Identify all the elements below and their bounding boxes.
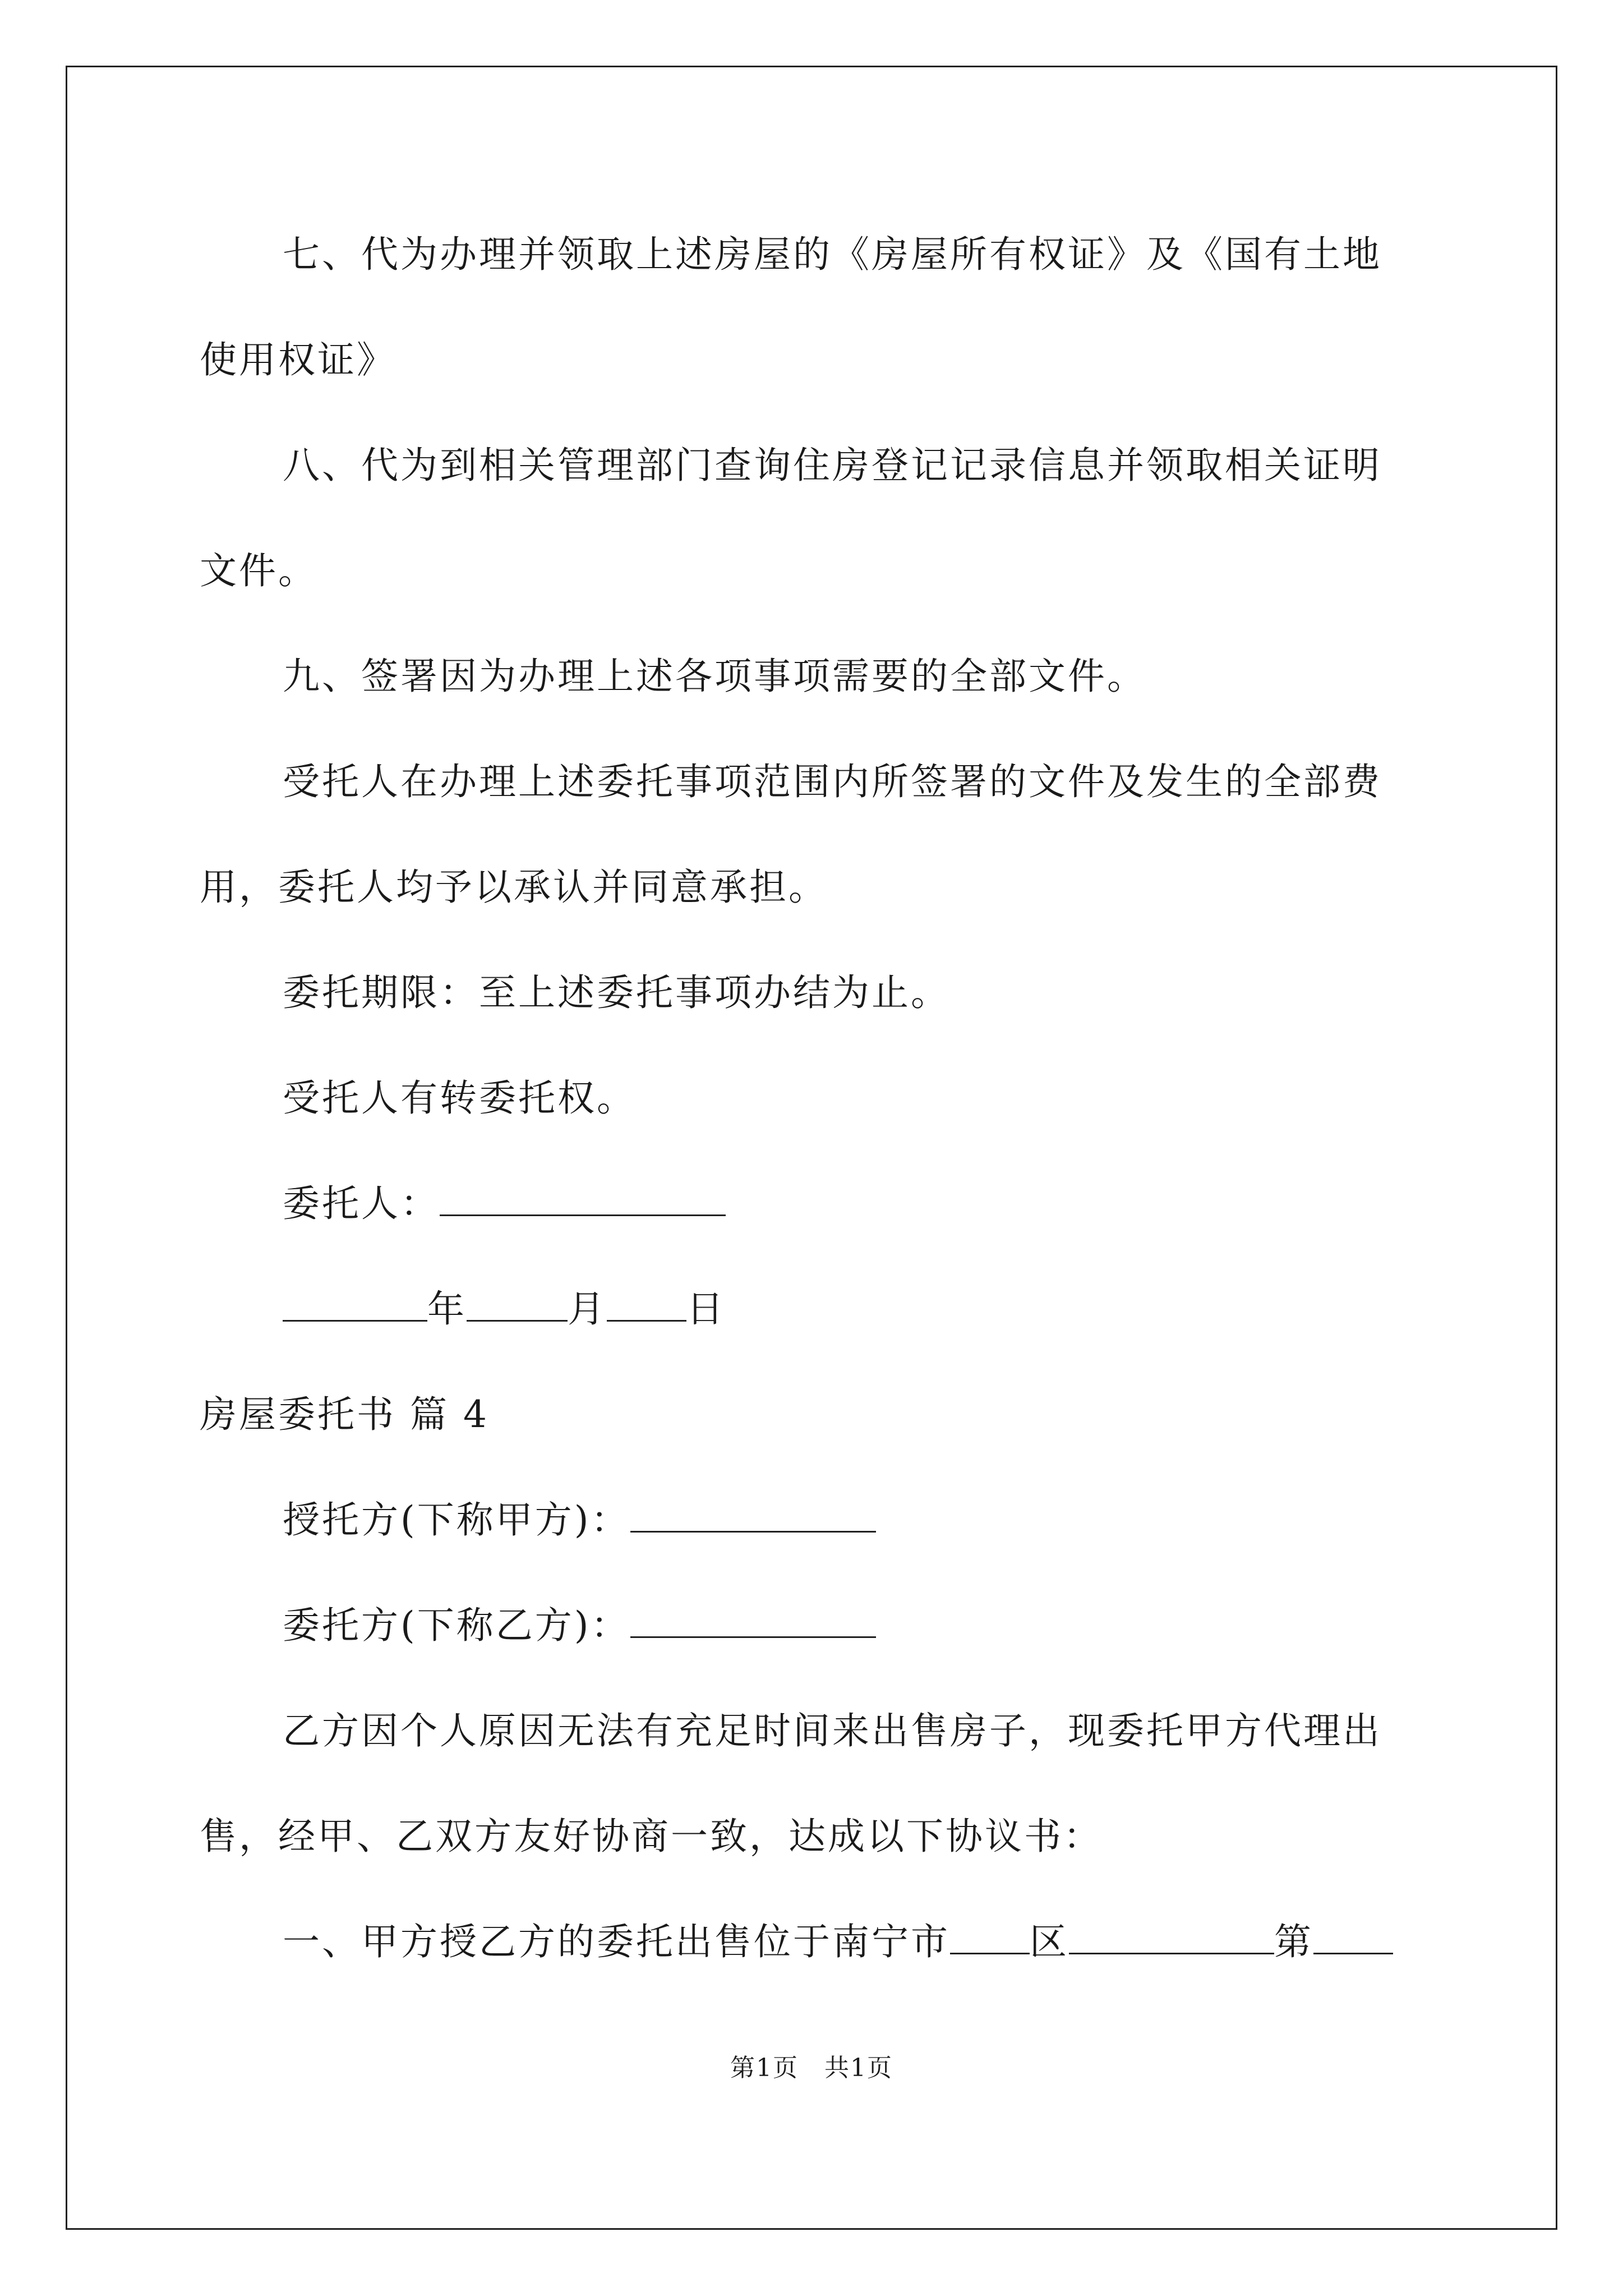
paragraph-8-cont: 文件。 — [200, 549, 317, 592]
paragraph-reason-cont: 售，经甲、乙双方友好协商一致，达成以下协议书： — [200, 1815, 1103, 1858]
clause-1-text: 一、甲方授乙方的委托出售位于南宁市 — [283, 1920, 950, 1963]
number-label: 第 — [1274, 1920, 1313, 1963]
party-a-blank — [630, 1499, 876, 1533]
month-label: 月 — [568, 1287, 607, 1331]
paragraph-expenses: 受托人在办理上述委托事项范围内所签署的文件及发生的全部费 — [283, 760, 1382, 803]
party-b-label: 委托方(下称乙方)： — [283, 1604, 630, 1647]
section-title: 房屋委托书 篇 4 — [200, 1393, 489, 1436]
paragraph-expenses-cont: 用，委托人均予以承认并同意承担。 — [200, 866, 828, 909]
date-line — [200, 1257, 1428, 1362]
party-a-line — [200, 1467, 1428, 1573]
principal-label: 委托人： — [283, 1182, 440, 1225]
paragraph-reason: 乙方因个人原因无法有充足时间来出售房子，现委托甲方代理出 — [283, 1709, 1382, 1752]
district-blank — [950, 1921, 1030, 1954]
day-label: 日 — [686, 1287, 726, 1331]
document-body — [200, 202, 1428, 1995]
paragraph-9: 九、签署因为办理上述各项事项需要的全部文件。 — [283, 655, 1146, 698]
party-b-blank — [630, 1605, 876, 1638]
principal-blank — [440, 1183, 726, 1216]
paragraph-8: 八、代为到相关管理部门查询住房登记记录信息并领取相关证明 — [283, 444, 1382, 487]
year-blank — [283, 1289, 427, 1322]
party-a-label: 授托方(下称甲方)： — [283, 1498, 630, 1542]
day-blank — [607, 1289, 686, 1322]
page-footer: 第1页 共1页 — [730, 2054, 893, 2082]
paragraph-subdelegation: 受托人有转委托权。 — [283, 1076, 636, 1120]
month-blank — [467, 1289, 568, 1322]
year-label: 年 — [427, 1287, 467, 1331]
paragraph-7-cont: 使用权证》 — [200, 338, 396, 381]
number-blank — [1313, 1921, 1393, 1954]
street-blank — [1069, 1921, 1274, 1954]
district-label: 区 — [1030, 1920, 1069, 1963]
principal-signature-line — [200, 1151, 1428, 1257]
party-b-line — [200, 1573, 1428, 1678]
paragraph-term: 委托期限：至上述委托事项办结为止。 — [283, 971, 950, 1014]
clause-1-line — [200, 1889, 1428, 1995]
paragraph-7: 七、代为办理并领取上述房屋的《房屋所有权证》及《国有土地 — [283, 233, 1382, 276]
